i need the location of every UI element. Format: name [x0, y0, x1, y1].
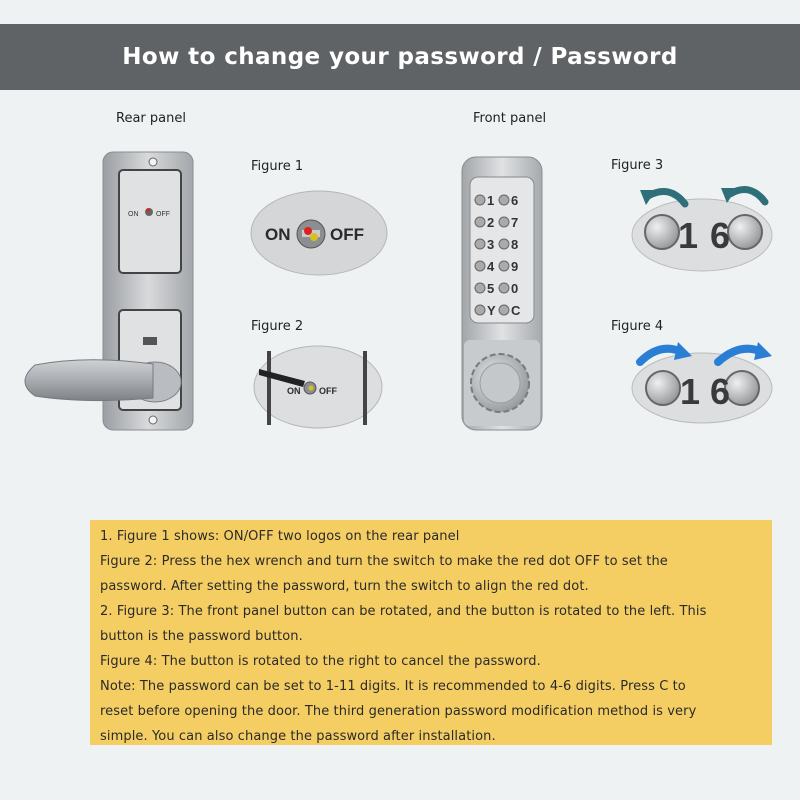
fig1-off-text: OFF — [330, 225, 364, 244]
front-panel-image — [460, 155, 545, 439]
key-left-1: 1 — [487, 193, 495, 208]
instruction-line: 1. Figure 1 shows: ON/OFF two logos on the rear panel — [100, 529, 460, 544]
key-right-2: 7 — [511, 215, 519, 230]
rear-on-text: ON — [128, 211, 139, 218]
key-left-2: 2 — [487, 215, 495, 230]
key-right-5: 0 — [511, 281, 519, 296]
instruction-line: 2. Figure 3: The front panel button can be rotated, and the button is rotated to the left. This — [100, 604, 707, 619]
key-left-3: 3 — [487, 237, 495, 252]
key-left-5: 5 — [487, 281, 495, 296]
front-panel-label: Front panel — [473, 111, 547, 126]
figure2-image — [253, 345, 383, 434]
page-title: How to change your password / Password — [122, 44, 678, 70]
fig3-digit-1: 1 — [678, 215, 699, 256]
key-left-6: Y — [487, 303, 496, 318]
instruction-line: password. After setting the password, turn the switch to align the red dot. — [100, 579, 589, 594]
fig1-on-text: ON — [265, 225, 291, 244]
figure4-label: Figure 4 — [611, 319, 664, 334]
rear-off-text: OFF — [156, 211, 170, 218]
key-right-3: 8 — [511, 237, 519, 252]
instruction-line: simple. You can also change the password after installation. — [100, 729, 496, 744]
figure2-label: Figure 2 — [251, 319, 304, 334]
rear-panel-label: Rear panel — [116, 111, 186, 126]
header-bar — [0, 24, 800, 90]
key-right-6: C — [511, 303, 521, 318]
instruction-line: reset before opening the door. The third generation password modification method is very — [100, 704, 697, 719]
figure3-label: Figure 3 — [611, 158, 664, 173]
fig2-on-text: ON — [287, 386, 301, 396]
fig4-digit-1: 1 — [680, 371, 701, 412]
figure4-image — [630, 340, 780, 429]
instruction-line: Figure 2: Press the hex wrench and turn the switch to make the red dot OFF to set the — [100, 554, 668, 569]
key-right-4: 9 — [511, 259, 519, 274]
rotate-left-icon-2 — [730, 190, 765, 203]
fig4-digit-2: 6 — [710, 371, 731, 412]
fig3-digit-2: 6 — [710, 215, 731, 256]
figure1-label: Figure 1 — [251, 159, 304, 174]
instruction-line: Note: The password can be set to 1-11 digits. It is recommended to 4-6 digits. Press C to — [100, 679, 686, 694]
fig2-off-text: OFF — [319, 386, 337, 396]
instruction-line: Figure 4: The button is rotated to the right to cancel the password. — [100, 654, 541, 669]
figure3-image — [630, 180, 780, 279]
key-left-4: 4 — [487, 259, 495, 274]
instruction-line: button is the password button. — [100, 629, 303, 644]
key-right-1: 6 — [511, 193, 519, 208]
rear-panel-image — [15, 150, 200, 439]
instructions-box — [90, 520, 772, 745]
figure1-image — [250, 190, 388, 280]
